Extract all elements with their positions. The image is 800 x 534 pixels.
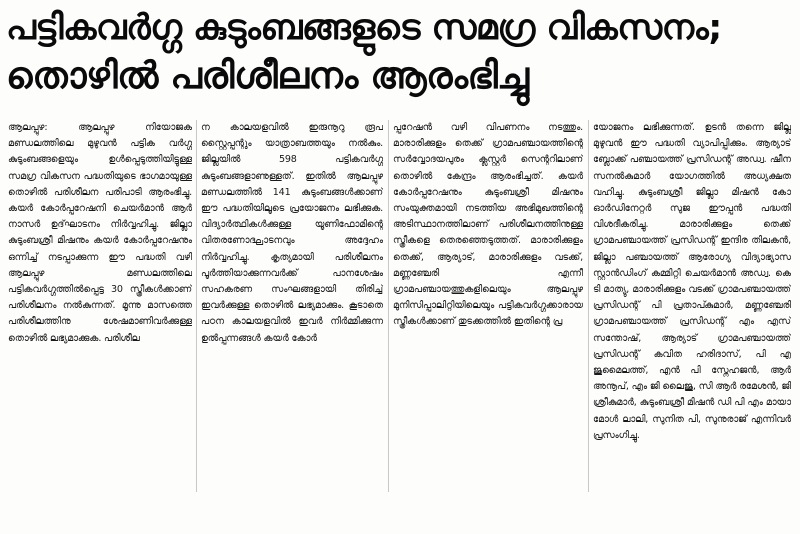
article-body bbox=[8, 120, 794, 530]
column-1-text: ആലപ്പുഴ: ആലപ്പുഴ നിയോജക മണ്ഡലത്തിലെ മുഴുവൻ പട്ടിക വർഗ്ഗ കുടുംബങ്ങളെയും ഉൾപ്പെടുത്തിയിട്ടുള്ള സമഗ്ര വികസന പദ്ധതിയുടെ ഭാഗമായുള്ള തൊഴിൽ പരിശീലന പരിപാടി ആരംഭിച്ചു. കയർ കോർപ്പറേഷനി ചെയർമാൻ ആർ നാസർ ഉദ്‌ഘാടനം നിർവ്വഹിച്ചു. ജില്ലാ കുടുംബശ്രീ മിഷനും കയർ കോർപ്പറേഷനും ഒന്നിച്ച് നടപ്പാക്കുന്ന ഈ പദ്ധതി വഴി ആലപ്പുഴ മണ്ഡലത്തിലെ പട്ടികവർഗ്ഗത്തിൽപ്പെട്ട 30 സ്ത്രീകൾക്കാണ് പരിശീലനം നൽകുന്നത്. മൂന്നു മാസത്തെ പരിശീലത്തിനു ശേഷമാണിവർക്കുള്ള തൊഴിൽ ലഭ്യമാക്കുക. പരിശീല bbox=[8, 122, 192, 344]
column-2 bbox=[201, 120, 383, 530]
column-4 bbox=[593, 120, 791, 530]
column-3 bbox=[393, 120, 583, 530]
column-divider bbox=[388, 120, 389, 492]
column-divider bbox=[588, 120, 589, 492]
column-divider bbox=[196, 120, 197, 492]
headline-line-2: തൊഴിൽ പരിശീലനം ആരംഭിച്ചു bbox=[6, 54, 529, 97]
column-1 bbox=[8, 120, 192, 530]
column-3-text: പ്പറേഷൻ വഴി വിപണനം നടത്തും. മാരാരിക്കുളം തെക്ക് ഗ്രാമപഞ്ചായത്തിന്റെ സർവ്വോദയപുരം ക്ലസ്റ്റർ സെന്ററിലാണ് തൊഴിൽ കേന്ദ്രം ആരംഭിച്ചത്. കയർ കോർപ്പറേഷനും കുടുംബശ്രീ മിഷനും സംയുക്തമായി നടത്തിയ അഭിമുഖത്തിന്റെ അടിസ്ഥാനത്തിലാണ് പരിശീലനത്തിനുള്ള സ്ത്രീകളെ തെരഞ്ഞെടുത്തത്. മാരാരിക്കുളം തെക്ക്, ആര്യാട്, മാരാരിക്കുളം വടക്ക്, മണ്ണഞ്ചേരി എന്നീ ഗ്രാമപഞ്ചായത്തുകളിലെയും ആലപ്പുഴ മുനിസിപ്പാലിറ്റിയിലെയും പട്ടികവർഗ്ഗക്കാരായ സ്ത്രീകൾക്കാണ് തുടക്കത്തിൽ ഇതിന്റെ പ്ര bbox=[393, 122, 583, 328]
column-4-text: യോജനം ലഭിക്കുന്നത്. ഉടൻ തന്നെ ജില്ല മുഴുവൻ ഈ പദ്ധതി വ്യാപിപ്പിക്കും. ആര്യാട് ബ്ലോക്ക് പഞ്ചായത്ത് പ്രസിഡന്റ് അഡ്വ. ഷീന സനൽകുമാർ യോഗത്തിൽ അധ്യക്ഷത വഹിച്ചു. കുടുംബശ്രീ ജില്ലാ മിഷൻ കോ ഓർഡിനേറ്റർ സുജ ഈപ്പൻ പദ്ധതി വിശദീകരിച്ചു. മാരാരിക്കുളം തെക്ക് ഗ്രാമപഞ്ചായത്ത് പ്രസിഡന്റ് ഇന്ദിര തിലകൻ, ജില്ലാ പഞ്ചായത്ത് ആരോഗ്യ വിദ്യാഭ്യാസ സ്റ്റാൻഡിംഗ് കമ്മിറ്റി ചെയർമാൻ അഡ്വ. കെ ടി മാത്യു, മാരാരിക്കുളം വടക്ക് ഗ്രാമപഞ്ചായത്ത് പ്രസിഡന്റ് പി പ്രതാപ്കുമാർ, മണ്ണഞ്ചേരി ഗ്രാമപഞ്ചായത്ത് പ്രസിഡന്റ് എം എസ് സന്തോഷ്, ആര്യാട് ഗ്രാമപഞ്ചായത്ത് പ്രസിഡന്റ് കവിത ഹരിദാസ്, പി എ ജുമൈലത്ത്, എൻ പി സ്നേഹജൻ, ആർ അനൂപ്, എം ജി ലൈജു, സി ആർ രമേശൻ, ജി ശ്രീകുമാർ, കുടുംബശ്രീ മിഷൻ ഡി പി എം മായാ മോൾ ലാലി, സുനിത പി, സുനുരാജ് എന്നിവർ പ്രസംഗിച്ചു. bbox=[593, 122, 791, 441]
headline bbox=[6, 4, 786, 100]
column-2-text: ന കാലയളവിൽ ഇരുനൂറു രൂപ സ്റ്റൈപ്പന്റും യാത്രാബത്തയും നൽകും. ജില്ലയിൽ 598 പട്ടികവർഗ്ഗ കുടുംബങ്ങളാണുള്ളത്. ഇതിൽ ആലപ്പുഴ മണ്ഡലത്തിൽ 141 കുടുംബങ്ങൾക്കാണ് ഈ പദ്ധതിയിലൂടെ പ്രയോജനം ലഭിക്കുക. വിദ്യാർത്ഥികൾക്കുള്ള യൂണിഫോമിന്റെ വിതരണോദ്ഘാടനവും അദ്ദേഹം നിർവ്വഹിച്ചു. കൃത്യമായി പരിശീലനം പൂർത്തിയാക്കുന്നവർക്ക് പാനശേഷം സഹകരണ സംഘങ്ങളായി തിരിച്ച് ഇവർക്കുള്ള തൊഴിൽ ലഭ്യമാക്കും. കൂടാതെ പഠന കാലയളവിൽ ഇവർ നിർമ്മിക്കുന്ന ഉൽപ്പന്നങ്ങൾ കയർ കോർ bbox=[201, 122, 383, 344]
headline-line-1: പട്ടികവർഗ്ഗ കുടുംബങ്ങളുടെ സമഗ്ര വികസനം; bbox=[6, 8, 722, 48]
